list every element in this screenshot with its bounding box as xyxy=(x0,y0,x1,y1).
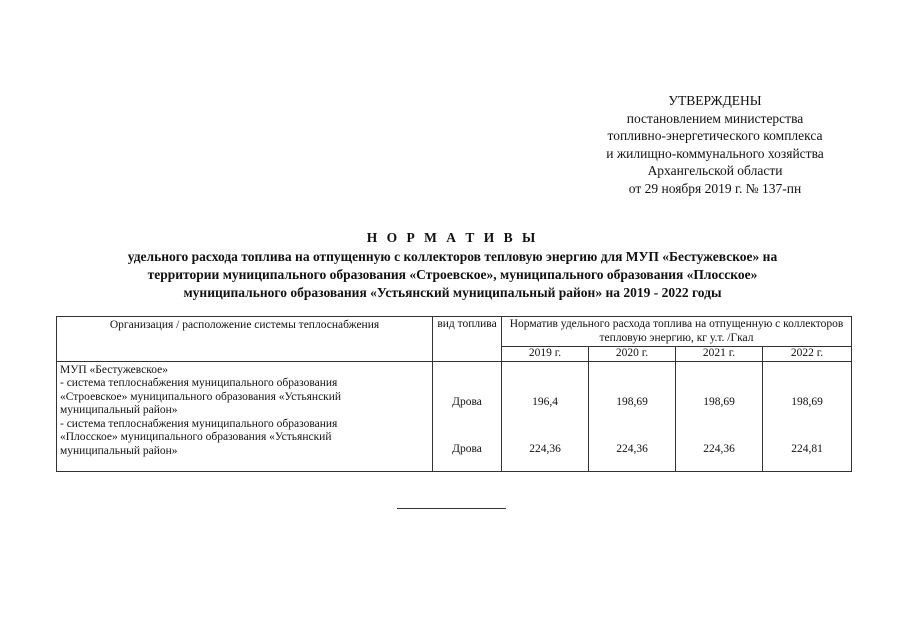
value-cell-2022 xyxy=(763,361,852,471)
header-organization: Организация / расположение системы теплоснабжения xyxy=(57,317,433,362)
organization-cell xyxy=(57,361,433,471)
organization-line: муниципальный район» xyxy=(60,444,178,457)
fuel-value: Дрова xyxy=(452,442,482,455)
document-subtitle-line: удельного расхода топлива на отпущенную с коллекторов тепловую энергию для МУП «Бестужевское» на xyxy=(127,249,778,264)
approval-line: и жилищно-коммунального хозяйства xyxy=(606,145,824,161)
organization-line: «Плосское» муниципального образования «Устьянский xyxy=(60,431,332,443)
norms-table xyxy=(56,316,852,472)
document-subtitle-line: территории муниципального образования «Строевское», муниципального образования «Плосское» xyxy=(147,267,758,282)
approval-line: постановлением министерства xyxy=(626,110,804,126)
value-cell-2021 xyxy=(676,361,763,471)
header-year: 2021 г. xyxy=(676,347,763,362)
organization-line: МУП «Бестужевское» xyxy=(60,363,168,376)
document-title: Н О Р М А Т И В Ы xyxy=(366,230,539,245)
organization-line: «Строевское» муниципального образования «Устьянский xyxy=(60,390,342,403)
value-cell-2020 xyxy=(589,361,676,471)
norm-value: 224,36 xyxy=(529,442,561,455)
organization-line: муниципальный район» xyxy=(60,404,178,416)
header-year: 2020 г. xyxy=(589,347,676,362)
norm-value: 224,36 xyxy=(703,442,735,455)
norm-value: 198,69 xyxy=(703,395,735,408)
norm-value: 198,69 xyxy=(616,395,648,408)
value-cell-2019 xyxy=(502,361,589,471)
table-row xyxy=(57,361,852,471)
footer-divider xyxy=(397,508,506,509)
document-heading xyxy=(40,229,865,302)
norm-value: 196,4 xyxy=(532,395,558,408)
approval-line: Архангельской области xyxy=(647,163,783,178)
organization-line: - система теплоснабжения муниципального образования xyxy=(60,417,338,430)
header-year: 2022 г. xyxy=(763,347,852,362)
norm-value: 198,69 xyxy=(791,395,823,408)
organization-line: - система теплоснабжения муниципального образования xyxy=(60,377,338,389)
approval-line: от 29 ноября 2019 г. № 137-пн xyxy=(628,180,802,196)
approval-block xyxy=(560,92,870,197)
document-subtitle-line: муниципального образования «Устьянский муниципальный район» на 2019 - 2022 годы xyxy=(183,285,722,300)
header-year: 2019 г. xyxy=(502,347,589,362)
header-fuel-type: вид топлива xyxy=(433,317,502,362)
norm-value: 224,36 xyxy=(616,442,648,455)
header-norm: Норматив удельного расхода топлива на отпущенную с коллекторов тепловую энергию, кг у.т. /Гкал xyxy=(502,317,852,347)
approval-line: УТВЕРЖДЕНЫ xyxy=(668,93,762,108)
approval-line: топливно-энергетического комплекса xyxy=(607,128,823,143)
fuel-cell xyxy=(433,361,502,471)
norm-value: 224,81 xyxy=(791,442,823,455)
fuel-value: Дрова xyxy=(452,395,482,408)
